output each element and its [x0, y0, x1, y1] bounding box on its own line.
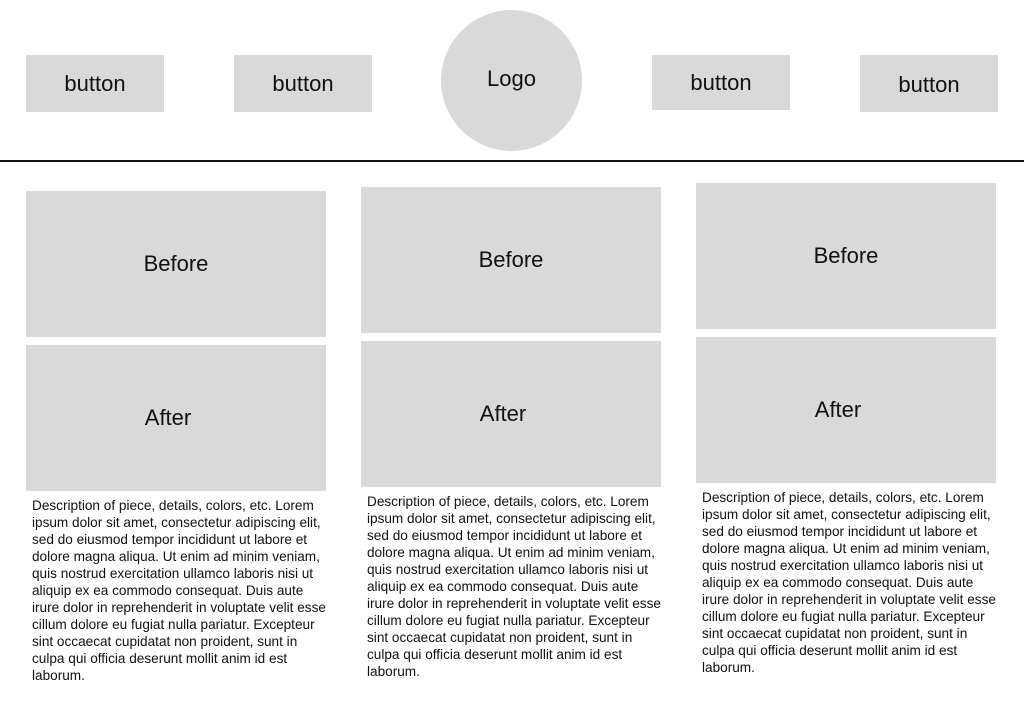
card-description: Description of piece, details, colors, etc. Lorem ipsum dolor sit amet, consectetur adipiscing elit, sed do eiusmod tempor incididunt ut labore et dolore magna aliqua. Ut enim ad minim veniam, quis nostrud exercitation ullamco laboris nisi ut aliquip ex ea commodo consequat. Duis aute irure dolor in reprehenderit in voluptate velit esse cillum dolore eu fugiat nulla pariatur. Excepteur sint occaecat cupidatat non proident, sunt in culpa qui officia deserunt mollit anim id est laborum. — [32, 498, 326, 683]
after-image-placeholder — [696, 337, 996, 483]
before-image-placeholder — [26, 191, 326, 337]
before-label: Before — [813, 243, 879, 268]
after-label: After — [814, 397, 862, 422]
nav-button-3[interactable]: button — [652, 55, 790, 110]
logo-label: Logo — [487, 65, 536, 91]
after-image-placeholder — [26, 345, 326, 491]
gallery-card-3 — [696, 183, 996, 676]
nav-button-2[interactable]: button — [234, 55, 372, 112]
card-description: Description of piece, details, colors, etc. Lorem ipsum dolor sit amet, consectetur adipiscing elit, sed do eiusmod tempor incididunt ut labore et dolore magna aliqua. Ut enim ad minim veniam, quis nostrud exercitation ullamco laboris nisi ut aliquip ex ea commodo consequat. Duis aute irure dolor in reprehenderit in voluptate velit esse cillum dolore eu fugiat nulla pariatur. Excepteur sint occaecat cupidatat non proident, sunt in culpa qui officia deserunt mollit anim id est laborum. — [367, 494, 661, 679]
gallery-card-1 — [26, 191, 326, 684]
nav-button-4[interactable]: button — [860, 55, 998, 112]
after-label: After — [479, 401, 527, 426]
after-label: After — [144, 405, 192, 430]
before-label: Before — [143, 251, 209, 276]
header-divider — [0, 160, 1024, 162]
before-image-placeholder — [361, 187, 661, 333]
site-header — [0, 0, 1024, 160]
nav-button-1[interactable]: button — [26, 55, 164, 112]
logo[interactable] — [441, 10, 582, 151]
before-image-placeholder — [696, 183, 996, 329]
after-image-placeholder — [361, 341, 661, 487]
before-label: Before — [478, 247, 544, 272]
gallery-card-2 — [361, 187, 661, 680]
card-description: Description of piece, details, colors, etc. Lorem ipsum dolor sit amet, consectetur adipiscing elit, sed do eiusmod tempor incididunt ut labore et dolore magna aliqua. Ut enim ad minim veniam, quis nostrud exercitation ullamco laboris nisi ut aliquip ex ea commodo consequat. Duis aute irure dolor in reprehenderit in voluptate velit esse cillum dolore eu fugiat nulla pariatur. Excepteur sint occaecat cupidatat non proident, sunt in culpa qui officia deserunt mollit anim id est laborum. — [702, 490, 996, 675]
